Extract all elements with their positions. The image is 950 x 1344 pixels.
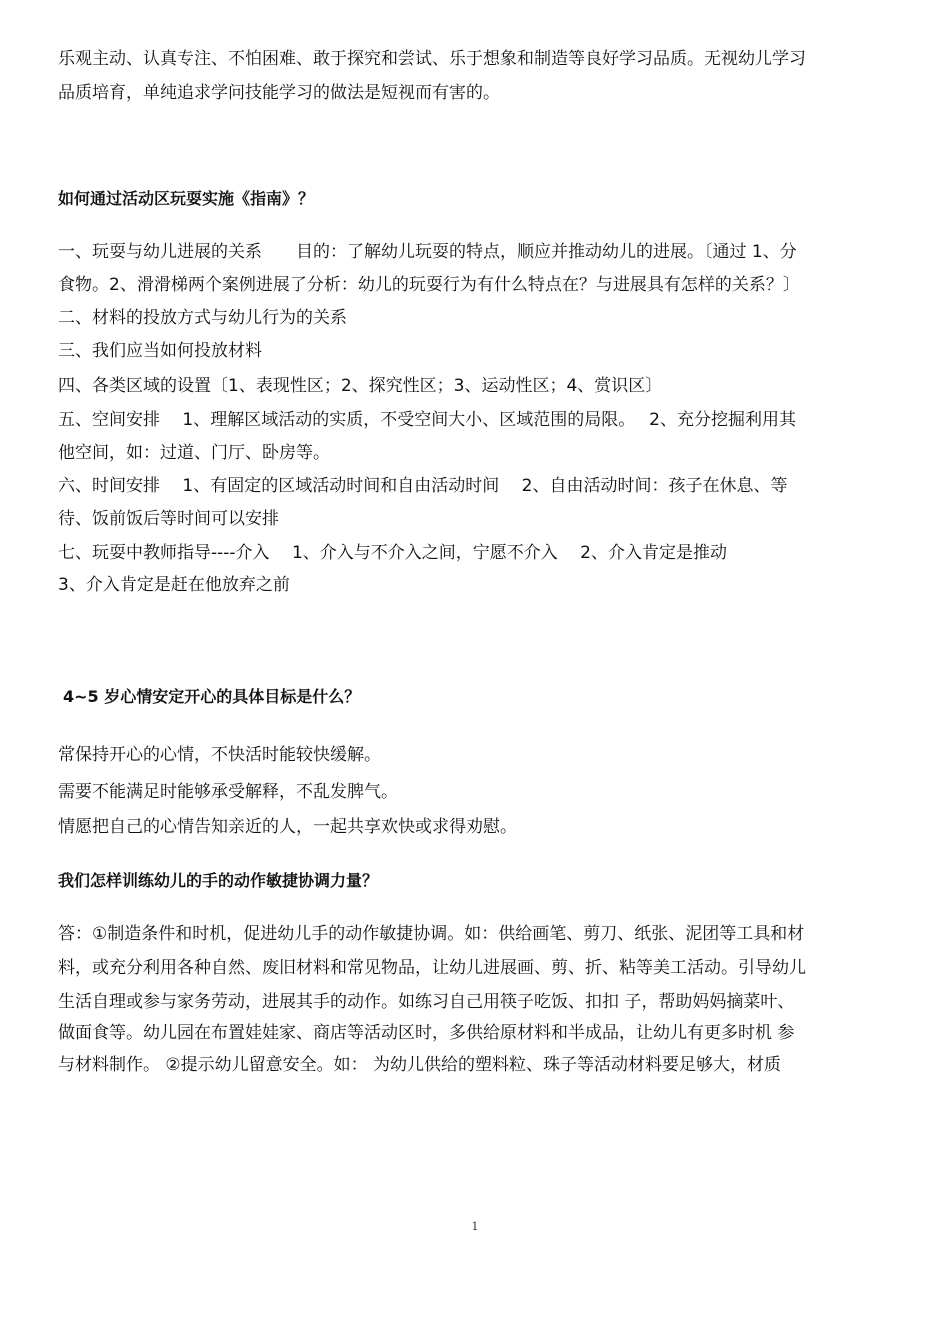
section1-line-6: 五、空间安排 1、理解区域活动的实质，不受空间大小、区域范围的局限。 2、充分挖掘利用其	[58, 410, 796, 430]
section-heading-mood-goals: 4~5 岁心情安定开心的具体目标是什么？	[63, 687, 361, 706]
section-heading-guide: 如何通过活动区玩耍实施《指南》？	[58, 189, 315, 208]
section1-line-1: 一、玩耍与幼儿进展的关系 目的：了解幼儿玩耍的特点，顺应并推动幼儿的进展。〔通过 1、分	[58, 242, 797, 262]
section1-line-5: 四、各类区域的设置〔1、表现性区；2、探究性区；3、运动性区；4、赏识区〕	[58, 376, 663, 396]
section1-line-11: 3、介入肯定是赶在他放弃之前	[58, 575, 290, 595]
intro-line-2: 品质培育，单纯追求学问技能学习的做法是短视而有害的。	[58, 83, 500, 103]
section3-line-3: 生活自理或参与家务劳动，进展其手的动作。如练习自己用筷子吃饭、扣扣 子，帮助妈妈摘菜叶、	[58, 992, 795, 1012]
section1-line-8: 六、时间安排 1、有固定的区域活动时间和自由活动时间 2、自由活动时间：孩子在休息、等	[58, 476, 788, 496]
section1-line-4: 三、我们应当如何投放材料	[58, 341, 262, 361]
section2-line-2: 需要不能满足时能够承受解释，不乱发脾气。	[58, 782, 398, 802]
section1-line-9: 待、饭前饭后等时间可以安排	[58, 509, 279, 529]
section3-line-4: 做面食等。幼儿园在布置娃娃家、商店等活动区时，多供给原材料和半成品，让幼儿有更多时机 参	[58, 1023, 795, 1043]
section-heading-hand-coordination: 我们怎样训练幼儿的手的动作敏捷协调力量？	[58, 871, 379, 890]
section2-line-1: 常保持开心的心情，不快活时能较快缓解。	[58, 745, 381, 765]
section1-line-2: 食物。2、滑滑梯两个案例进展了分析：幼儿的玩耍行为有什么特点在？与进展具有怎样的关系？〕	[58, 275, 800, 295]
intro-line-1: 乐观主动、认真专注、不怕困难、敢于探究和尝试、乐于想象和制造等良好学习品质。无视幼儿学习	[58, 49, 806, 69]
section3-line-1: 答：①制造条件和时机，促进幼儿手的动作敏捷协调。如：供给画笔、剪刀、纸张、泥团等工具和材	[58, 924, 805, 944]
section2-line-3: 情愿把自己的心情告知亲近的人，一起共享欢快或求得劝慰。	[58, 817, 517, 837]
page-number: 1	[471, 1220, 479, 1233]
section3-line-5: 与材料制作。 ②提示幼儿留意安全。如： 为幼儿供给的塑料粒、珠子等活动材料要足够大，材质	[58, 1055, 782, 1075]
section3-line-2: 料，或充分利用各种自然、废旧材料和常见物品，让幼儿进展画、剪、折、粘等美工活动。引导幼儿	[58, 958, 806, 978]
section1-line-7: 他空间，如：过道、门厅、卧房等。	[58, 443, 330, 463]
section1-line-10: 七、玩耍中教师指导----介入 1、介入与不介入之间，宁愿不介入 2、介入肯定是推动	[58, 543, 727, 563]
section1-line-3: 二、材料的投放方式与幼儿行为的关系	[58, 308, 347, 328]
